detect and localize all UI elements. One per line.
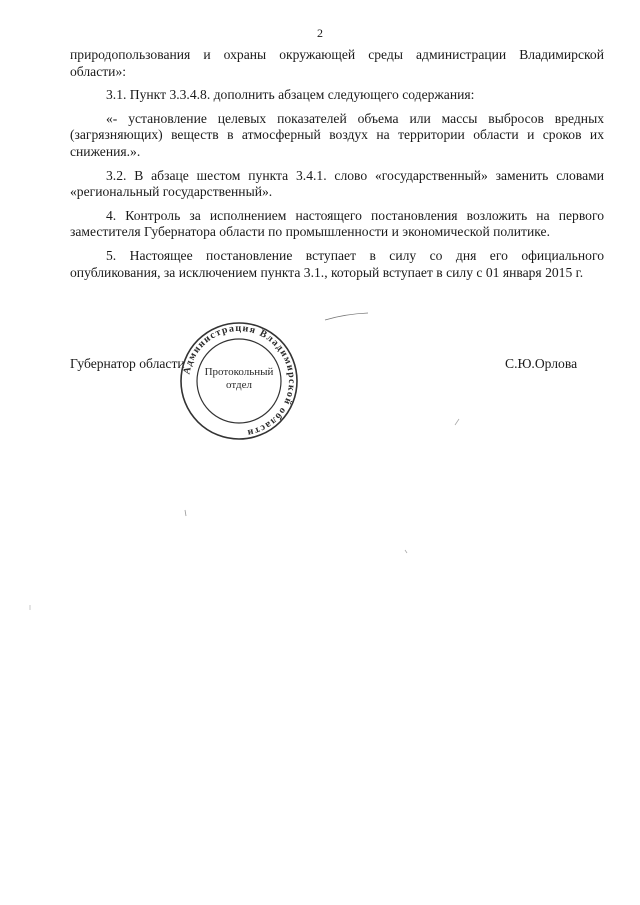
paragraph-quote: «- установление целевых показателей объема или массы выбросов вредных (загрязняющих) веществ в атмосферный воздух на территории области и сроков их снижения.».	[70, 110, 604, 159]
stamp-center-line2: отдел	[226, 379, 252, 391]
paragraph-5: 5. Настоящее постановление вступает в силу со дня его официального опубликования, за исключением пункта 3.1., который вступает в силу с 01 января 2015 г.	[70, 247, 604, 280]
signature-position: Губернатор области	[70, 356, 185, 371]
paragraph-3-1: 3.1. Пункт 3.3.4.8. дополнить абзацем следующего содержания:	[106, 87, 475, 103]
signature-name: С.Ю.Орлова	[505, 356, 578, 371]
page-number: 2	[317, 26, 323, 40]
paragraph-continuation: природопользования и охраны окружающей среды администрации Владимирской области»:	[70, 47, 604, 79]
stamp-ring-text: Администрация Владимирской области	[181, 322, 298, 439]
stamp-center-line1: Протокольный	[204, 366, 274, 378]
paragraph-3-2: 3.2. В абзаце шестом пункта 3.4.1. слово «государственный» заменить словами «региональный государственный».	[70, 167, 604, 200]
paragraph-4: 4. Контроль за исполнением настоящего постановления возложить на первого заместителя Губернатора области по промышленности и экономической политике.	[70, 207, 604, 240]
